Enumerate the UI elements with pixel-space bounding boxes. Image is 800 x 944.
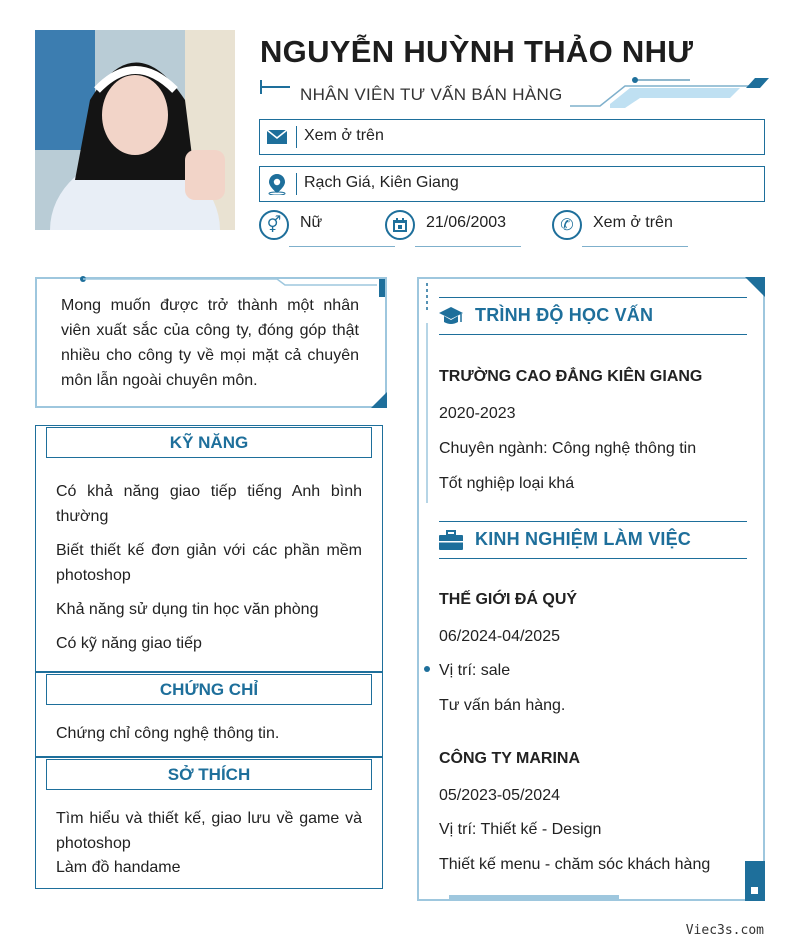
job-period: 06/2024-04/2025 [439, 628, 560, 645]
field-separator [296, 126, 297, 148]
experience-heading: KINH NGHIỆM LÀM VIỆC [475, 529, 692, 549]
title-decoration-line [260, 86, 290, 88]
panel-corner [375, 277, 387, 299]
email-value: Xem ở trên [304, 127, 384, 144]
address-value: Rạch Giá, Kiên Giang [304, 174, 459, 191]
education-heading: TRÌNH ĐỘ HỌC VẤN [475, 305, 654, 325]
underline [582, 246, 688, 247]
briefcase-icon [439, 529, 463, 551]
education-header [439, 297, 747, 335]
gender-value: Nữ [300, 214, 323, 231]
panel-corner [745, 861, 765, 901]
field-separator [296, 173, 297, 195]
job-description: Tư vấn bán hàng. [439, 697, 566, 714]
job-period: 05/2023-05/2024 [439, 787, 560, 804]
education-period: 2020-2023 [439, 405, 516, 422]
experience-header [439, 521, 747, 559]
right-column-panel [417, 277, 765, 901]
education-school: TRƯỜNG CAO ĐẲNG KIÊN GIANG [439, 368, 703, 385]
job-position: Vị trí: sale [439, 662, 511, 679]
panel-decoration [77, 275, 377, 287]
certificate-item: Chứng chỉ công nghệ thông tin. [56, 725, 280, 742]
hobbies-heading: SỞ THÍCH [46, 759, 372, 790]
hobbies-panel [35, 757, 383, 889]
objective-text: Mong muốn được trở thành một nhân viên xuất sắc của công ty, đóng góp thật nhiều cho công ty về mọi mặt cả chuyên môn lẫn ngoài chuyên môn. [61, 297, 359, 389]
education-major: Chuyên ngành: Công nghệ thông tin [439, 440, 697, 457]
footer-watermark: Viec3s.com [685, 923, 764, 938]
skill-item: Có kỹ năng giao tiếp [56, 635, 202, 652]
phone-icon: ✆ [552, 210, 582, 240]
graduation-cap-icon [439, 305, 463, 327]
envelope-icon [266, 126, 288, 148]
job-company: CÔNG TY MARINA [439, 750, 581, 767]
candidate-name: NGUYỄN HUỲNH THẢO NHƯ [260, 34, 694, 69]
skill-item: Biết thiết kế đơn giản với các phần mềm photoshop [56, 542, 362, 584]
email-field [259, 119, 765, 155]
job-position: Vị trí: Thiết kế - Design [439, 821, 602, 838]
underline [415, 246, 521, 247]
skills-panel [35, 425, 383, 672]
job-company: THẾ GIỚI ĐÁ QUÝ [439, 591, 578, 608]
hobby-item: Tìm hiểu và thiết kế, giao lưu về game và photoshop [56, 810, 362, 852]
panel-corner [371, 392, 387, 408]
skills-heading: KỸ NĂNG [46, 427, 372, 458]
gender-icon: ⚥ [259, 210, 289, 240]
education-grade: Tốt nghiệp loại khá [439, 475, 575, 492]
panel-corner [745, 277, 765, 297]
address-field [259, 166, 765, 202]
objective-panel [35, 277, 387, 408]
circuit-decoration [570, 76, 770, 110]
panel-decoration [449, 893, 619, 901]
job-title: NHÂN VIÊN TƯ VẤN BÁN HÀNG [300, 85, 563, 104]
job-description: Thiết kế menu - chăm sóc khách hàng [439, 856, 711, 873]
hobby-item: Làm đồ handame [56, 859, 181, 876]
certificates-heading: CHỨNG CHỈ [46, 674, 372, 705]
panel-decoration [421, 663, 433, 675]
location-pin-icon [266, 173, 288, 195]
skill-item: Có khả năng giao tiếp tiếng Anh bình thường [56, 483, 362, 525]
profile-photo [35, 30, 235, 230]
birthday-value: 21/06/2003 [426, 214, 507, 231]
phone-value: Xem ở trên [593, 214, 673, 231]
certificates-panel [35, 672, 383, 757]
calendar-icon [385, 210, 415, 240]
panel-decoration [423, 283, 431, 683]
underline [289, 246, 395, 247]
skill-item: Khả năng sử dụng tin học văn phòng [56, 601, 319, 618]
